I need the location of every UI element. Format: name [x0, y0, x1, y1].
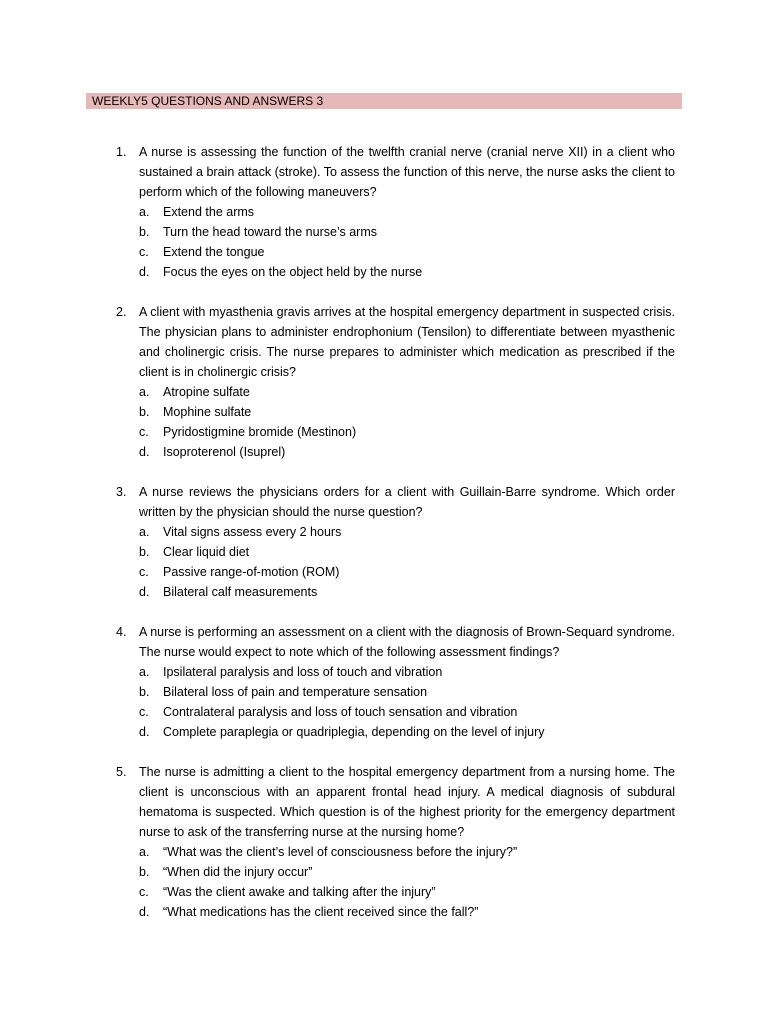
- question-text: A nurse is performing an assessment on a client with the diagnosis of Brown-Sequard syndrome. The nurse would expect to note which of the following assessment findings?: [139, 625, 675, 659]
- answer-options: [0, 202, 768, 282]
- option-text: Extend the arms: [163, 205, 255, 219]
- question-5: [0, 762, 768, 922]
- question-text: A nurse is assessing the function of the twelfth cranial nerve (cranial nerve XII) in a client who sustained a brain attack (stroke). To assess the function of this nerve, the nurse asks the client to perform which of the following maneuvers?: [139, 145, 675, 199]
- answer-option: [0, 382, 768, 402]
- option-letter: c.: [139, 705, 149, 719]
- option-text: “When did the injury occur”: [163, 865, 313, 879]
- answer-option: [0, 902, 768, 922]
- option-text: Contralateral paralysis and loss of touch sensation and vibration: [163, 705, 518, 719]
- option-letter: a.: [139, 665, 150, 679]
- question-number: 5.: [116, 765, 127, 779]
- answer-option: [0, 442, 768, 462]
- option-text: Turn the head toward the nurse’s arms: [163, 225, 378, 239]
- question-text: A client with myasthenia gravis arrives at the hospital emergency department in suspected crisis. The physician plans to administer endrophonium (Tensilon) to differentiate between myasthenic and cholinergic crisis. The nurse prepares to administer which medication as prescribed if the client is in cholinergic crisis?: [139, 305, 675, 379]
- question-text: A nurse reviews the physicians orders for a client with Guillain-Barre syndrome. Which order written by the physician should the nurse question?: [139, 485, 675, 519]
- answer-option: [0, 882, 768, 902]
- answer-options: [0, 522, 768, 602]
- answer-option: [0, 242, 768, 262]
- answer-option: [0, 842, 768, 862]
- answer-options: [0, 662, 768, 742]
- option-text: Passive range-of-motion (ROM): [163, 565, 340, 579]
- answer-option: [0, 682, 768, 702]
- option-text: Mophine sulfate: [163, 405, 252, 419]
- answer-options: [0, 842, 768, 922]
- answer-option: [0, 862, 768, 882]
- question-number: 2.: [116, 305, 127, 319]
- option-text: “Was the client awake and talking after the injury”: [163, 885, 436, 899]
- option-letter: a.: [139, 385, 150, 399]
- option-letter: b.: [139, 685, 150, 699]
- option-text: Focus the eyes on the object held by the nurse: [163, 265, 423, 279]
- option-letter: c.: [139, 885, 149, 899]
- question-number: 1.: [116, 145, 127, 159]
- answer-option: [0, 722, 768, 742]
- option-letter: d.: [139, 445, 150, 459]
- option-letter: c.: [139, 245, 149, 259]
- option-letter: b.: [139, 865, 150, 879]
- option-letter: c.: [139, 565, 149, 579]
- option-letter: b.: [139, 405, 150, 419]
- answer-option: [0, 422, 768, 442]
- answer-option: [0, 662, 768, 682]
- document-title: WEEKLY5 QUESTIONS AND ANSWERS 3: [86, 93, 682, 109]
- question-1: [0, 142, 768, 282]
- question-2: [0, 302, 768, 462]
- question-3: [0, 482, 768, 602]
- option-letter: d.: [139, 905, 150, 919]
- option-letter: b.: [139, 545, 150, 559]
- question-4: [0, 622, 768, 742]
- option-text: Complete paraplegia or quadriplegia, depending on the level of injury: [163, 725, 545, 739]
- option-letter: d.: [139, 265, 150, 279]
- answer-option: [0, 402, 768, 422]
- option-text: Bilateral loss of pain and temperature sensation: [163, 685, 428, 699]
- answer-option: [0, 542, 768, 562]
- option-text: “What was the client’s level of consciousness before the injury?”: [163, 845, 518, 859]
- answer-option: [0, 702, 768, 722]
- option-letter: a.: [139, 525, 150, 539]
- option-letter: a.: [139, 205, 150, 219]
- answer-option: [0, 522, 768, 542]
- option-text: Ipsilateral paralysis and loss of touch and vibration: [163, 665, 443, 679]
- option-text: Pyridostigmine bromide (Mestinon): [163, 425, 357, 439]
- answer-options: [0, 382, 768, 462]
- option-text: Isoproterenol (Isuprel): [163, 445, 286, 459]
- answer-option: [0, 202, 768, 222]
- answer-option: [0, 562, 768, 582]
- option-letter: c.: [139, 425, 149, 439]
- option-text: Extend the tongue: [163, 245, 265, 259]
- option-letter: d.: [139, 725, 150, 739]
- answer-option: [0, 262, 768, 282]
- question-number: 4.: [116, 625, 127, 639]
- question-number: 3.: [116, 485, 127, 499]
- option-letter: b.: [139, 225, 150, 239]
- option-letter: d.: [139, 585, 150, 599]
- option-text: Bilateral calf measurements: [163, 585, 318, 599]
- question-list: [0, 142, 768, 942]
- option-text: Atropine sulfate: [163, 385, 250, 399]
- option-text: “What medications has the client received since the fall?”: [163, 905, 479, 919]
- option-text: Vital signs assess every 2 hours: [163, 525, 342, 539]
- answer-option: [0, 222, 768, 242]
- option-letter: a.: [139, 845, 150, 859]
- option-text: Clear liquid diet: [163, 545, 250, 559]
- answer-option: [0, 582, 768, 602]
- question-text: The nurse is admitting a client to the hospital emergency department from a nursing home. The client is unconscious with an apparent frontal head injury. A medical diagnosis of subdural hematoma is suspected. Which question is of the highest priority for the emergency department nurse to ask of the transferring nurse at the nursing home?: [139, 765, 675, 839]
